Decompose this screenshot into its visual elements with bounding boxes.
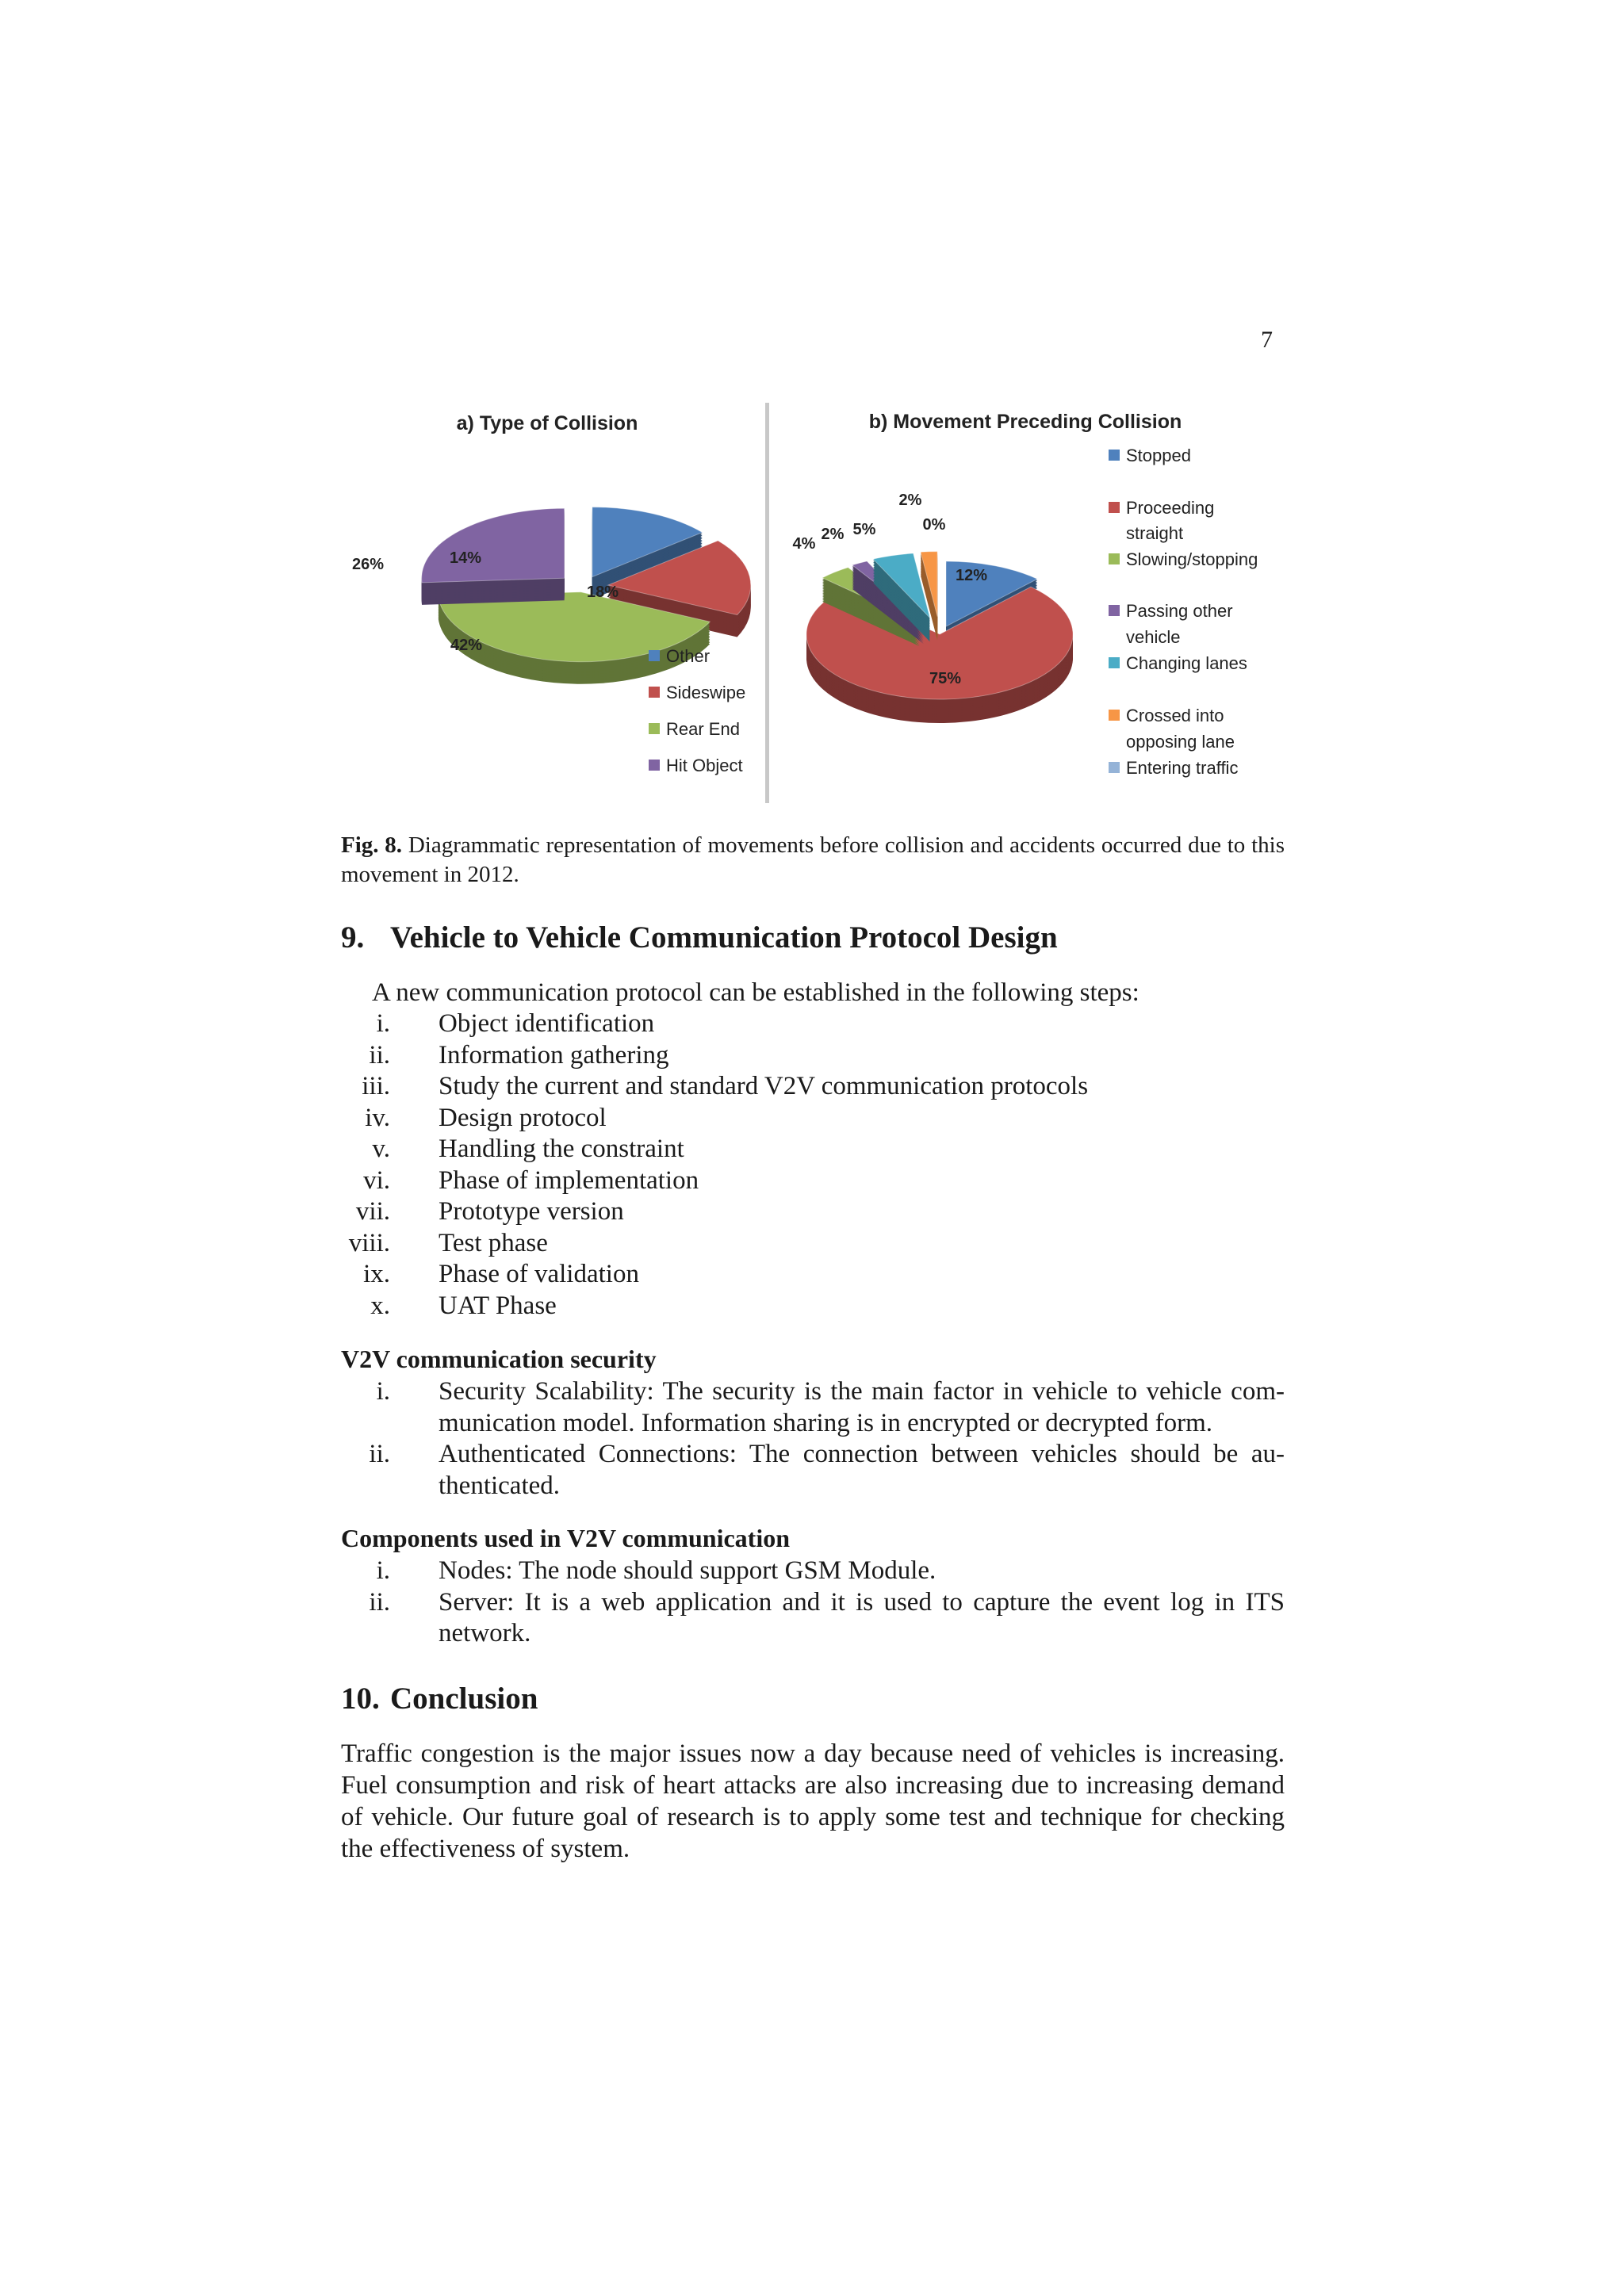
legend-b-entry-7: Crossed into [1126, 706, 1224, 725]
chart-a-title: a) Type of Collision [456, 412, 638, 434]
list-item: vi. Phase of implementation [363, 1165, 699, 1195]
security-list [341, 1376, 1285, 1502]
legend-b-entry-8: opposing lane [1126, 732, 1235, 752]
conclusion-paragraph: Traffic congestion is the major issues now a day because need of vehicles is increasing. Fuel consumption and risk of heart attacks are also increasing due to increasing demand of vehicle. Our future goal of research is to apply some test and technique for checking the effectiveness of system. [341, 1739, 1285, 1863]
chart-b-pie [793, 492, 1073, 723]
pie-b-data-label-0: 12% [955, 567, 988, 584]
legend-b-swatch-3 [1109, 605, 1120, 616]
legend-b-swatch-6 [1109, 762, 1120, 773]
pie-b-data-label-4: 5% [852, 521, 876, 538]
list-item: ii. Server: It is a web application and it is used to capture the event log in ITS network. [369, 1587, 1285, 1647]
pie-a-data-label-1: 18% [586, 584, 619, 601]
legend-a-entry-1: Sideswipe [666, 683, 746, 702]
section-10-heading [341, 1681, 538, 1716]
legend-a-swatch-0 [649, 650, 660, 661]
pie-a-slice-3 [422, 508, 565, 583]
section-10-number: 10. [341, 1682, 380, 1716]
page-number: 7 [1261, 327, 1273, 353]
pie-b-data-label-2: 4% [792, 535, 816, 553]
legend-a-swatch-2 [649, 723, 660, 734]
caption-label: Fig. 8. [341, 832, 403, 858]
pie-a-data-label-0: 14% [449, 549, 482, 567]
legend-b-entry-4: Passing other [1126, 601, 1233, 621]
list-item: i. Object identification [376, 1009, 655, 1038]
legend-b-swatch-1 [1109, 502, 1120, 513]
legend-b-swatch-4 [1109, 657, 1120, 668]
list-item: iii. Study the current and standard V2V communication protocols [362, 1072, 1089, 1100]
list-item: ii. Authenticated Connections: The connection between vehicles should be au-thenticated. [369, 1440, 1285, 1500]
list-item: i. Security Scalability: The security is the main factor in vehicle to vehicle com-munication model. Information sharing is in encrypted or decrypted form. [376, 1377, 1285, 1437]
list-item: ii. Information gathering [369, 1040, 669, 1070]
list-item: x. UAT Phase [370, 1291, 557, 1320]
legend-b-entry-0: Stopped [1126, 446, 1191, 465]
figure-8 [341, 396, 1293, 809]
legend-b-entry-3: Slowing/stopping [1126, 549, 1258, 569]
legend-b-entry-6: Changing lanes [1126, 653, 1247, 673]
pie-b-data-label-3: 2% [821, 526, 845, 543]
legend-a-entry-2: Rear End [666, 719, 740, 739]
list-item: ix. Phase of validation [363, 1260, 639, 1288]
figure-caption [341, 831, 1285, 890]
legend-b-entry-2: straight [1126, 523, 1184, 543]
list-item: viii. Test phase [348, 1228, 548, 1257]
pie-a-data-label-2: 42% [450, 637, 483, 654]
list-item: iv. Design protocol [365, 1103, 607, 1132]
pie-b-data-label-1: 75% [929, 670, 962, 687]
chart-divider [765, 403, 769, 803]
pie-b-data-label-5: 2% [898, 492, 922, 509]
legend-b-swatch-5 [1109, 710, 1120, 721]
section-9-intro: A new communication protocol can be established in the following steps: [372, 978, 1139, 1007]
pie-b-data-label-6: 0% [922, 516, 946, 534]
legend-b-entry-5: vehicle [1126, 627, 1181, 647]
legend-a-entry-3: Hit Object [666, 756, 743, 775]
security-subheading: V2V communication security [341, 1345, 657, 1373]
section-9-title: Vehicle to Vehicle Communication Protocol Design [390, 920, 1058, 955]
chart-b-title: b) Movement Preceding Collision [868, 411, 1182, 433]
components-subheading: Components used in V2V communication [341, 1524, 791, 1552]
chart-b-legend [1109, 446, 1258, 778]
pie-a-data-label-3: 26% [351, 556, 385, 573]
legend-b-swatch-2 [1109, 553, 1120, 564]
legend-a-swatch-3 [649, 760, 660, 771]
legend-b-entry-9: Entering traffic [1126, 758, 1239, 778]
section-9-heading [341, 920, 1058, 955]
list-item: vii. Prototype version [355, 1197, 624, 1226]
section-9-number: 9. [341, 920, 365, 955]
legend-a-swatch-1 [649, 687, 660, 698]
protocol-steps-list [341, 1008, 1285, 1322]
figure-8-charts [341, 396, 1293, 809]
section-10-title: Conclusion [390, 1682, 538, 1716]
legend-b-swatch-0 [1109, 450, 1120, 461]
caption-text: Diagrammatic representation of movements before collision and accidents occurred due to this movement in 2012. [341, 832, 1285, 887]
legend-a-entry-0: Other [666, 646, 710, 666]
components-list [341, 1556, 1285, 1650]
legend-b-entry-1: Proceeding [1126, 498, 1215, 518]
list-item: i. Nodes: The node should support GSM Module. [376, 1556, 936, 1585]
list-item: v. Handling the constraint [372, 1135, 684, 1163]
